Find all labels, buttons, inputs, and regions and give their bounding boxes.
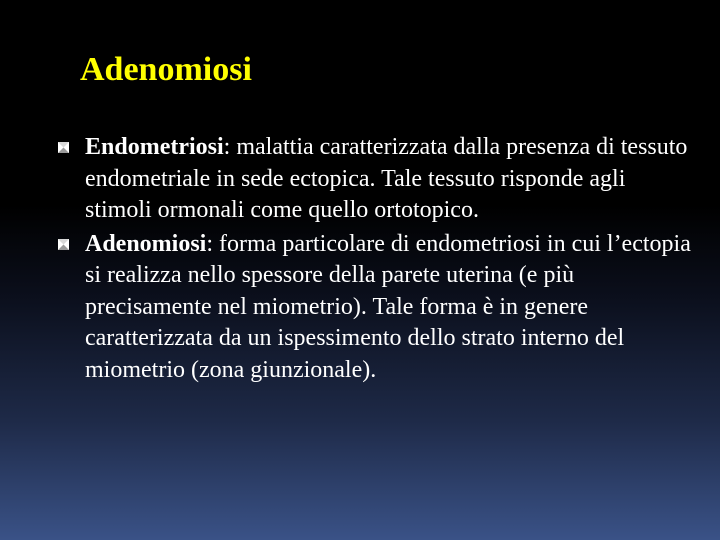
bullet-text: : forma particolare di endometriosi in cui l’ectopia si realizza nello spessore della parete uterina (e più precisamente nel miometrio). Tale forma è in genere caratterizzata da un ispessimento dello strato interno del miometrio (zona giunzionale).	[85, 230, 691, 383]
square-bullet-icon	[58, 142, 69, 153]
slide-title: Adenomiosi	[80, 51, 252, 88]
bullet-item-adenomiosi	[56, 229, 696, 387]
bullet-list	[56, 132, 696, 388]
bullet-text: : malattia caratterizzata dalla presenza di tessuto endometriale in sede ectopica. Tale tessuto risponde agli stimoli ormonali come quello ortotopico.	[85, 134, 688, 223]
bullet-term: Endometriosi	[85, 134, 224, 160]
bullet-item-endometriosi	[56, 132, 696, 227]
bullet-term: Adenomiosi	[85, 230, 207, 257]
square-bullet-icon	[58, 239, 69, 250]
